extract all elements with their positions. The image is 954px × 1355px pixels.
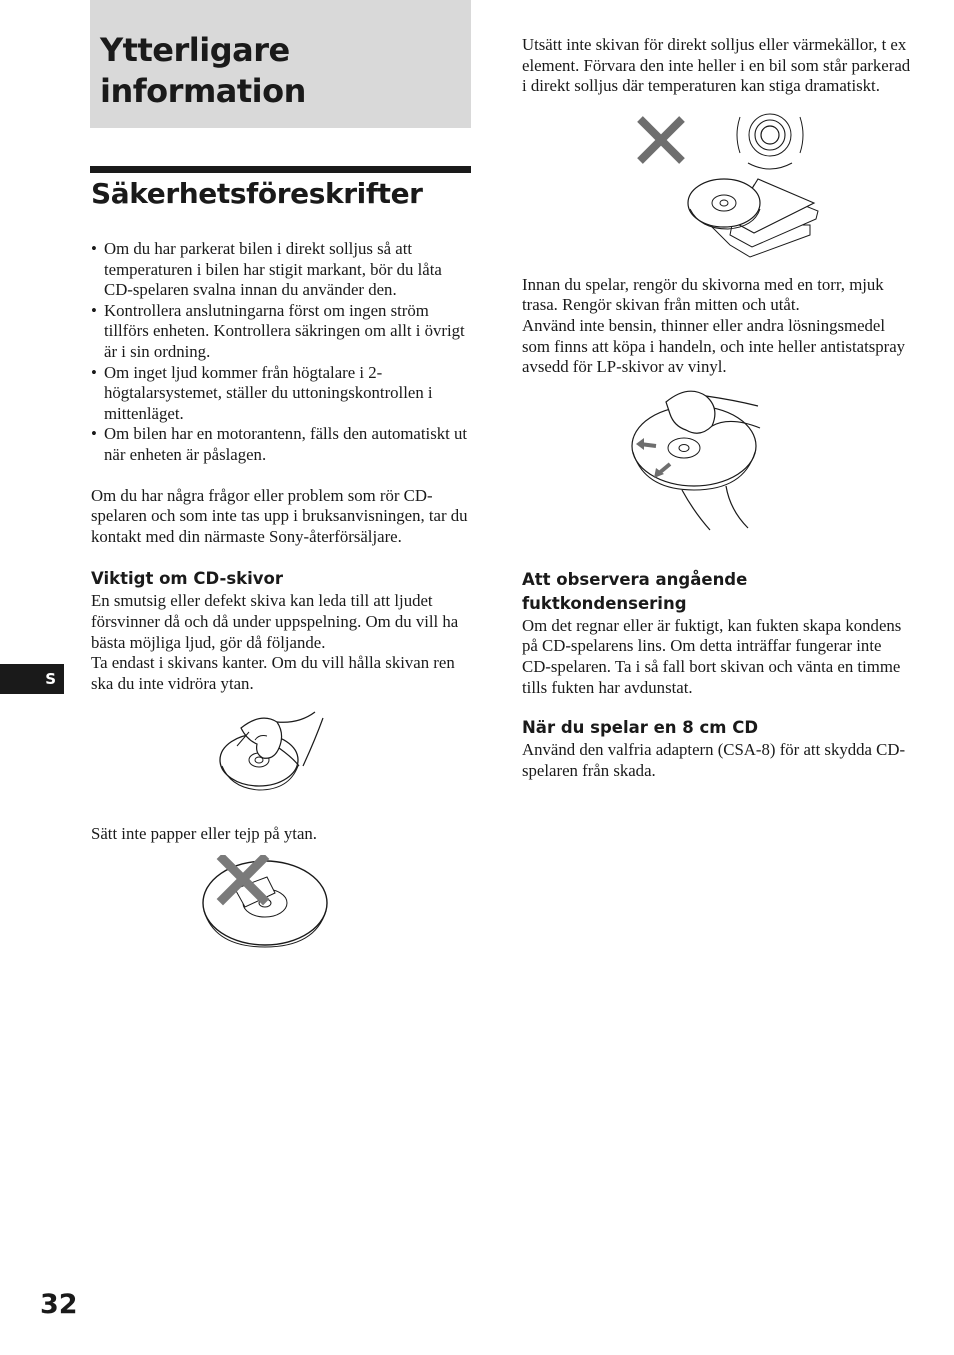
bullet-item: • Om inget ljud kommer från högtalare i 2-högtalarsystemet, ställer du uttoningskontrollen i mittenläget. [91,363,471,425]
safety-bullet-list [91,239,471,466]
tape-paragraph: Sätt inte papper eller tejp på ytan. [91,824,317,844]
chapter-title-line-1: Ytterligare [100,31,290,69]
no-tape-on-disc-illustration [201,855,331,950]
clean-paragraph-2: Använd inte bensin, thinner eller andra lösningsmedel som finns att köpa i handeln, och inte heller antistatspray avsedd för LP-skivor av vinyl. [522,315,906,377]
bullet-item: • Kontrollera anslutningarna först om ingen ström tillförs enheten. Kontrollera säkringen om allt i övrigt är i sin ordning. [91,301,471,363]
left-column [91,239,471,950]
chapter-title-line-2: information [100,72,306,110]
sun-paragraph: Utsätt inte skivan för direkt solljus eller värmekällor, t ex element. Förvara den inte heller i en bil som står parkerad i direkt solljus där temperaturen kan stiga dramatiskt. [522,35,911,96]
questions-paragraph: Om du har några frågor eller problem som rör CD-spelaren och som inte tas upp i bruksanvisningen, tar du kontakt med din närmaste Sony-återförsäljare. [91,485,468,546]
wipe-disc-illustration [630,386,765,536]
page-number: 32 [40,1289,78,1320]
cd-paragraph-2: Ta endast i skivans kanter. Om du vill hålla skivan ren ska du inte vidröra ytan. [91,653,455,693]
cd-heading: Viktigt om CD-skivor [91,569,284,589]
section-rule [90,166,471,173]
hold-disc-by-edge-illustration [219,710,334,800]
section-title: Säkerhetsföreskrifter [91,177,423,210]
no-sunlight-illustration [630,113,830,263]
right-column [522,35,912,781]
moisture-heading: Att observera angående fuktkondensering [522,569,748,613]
bullet-item: • Om bilen har en motorantenn, fälls den automatiskt ut när enheten är påslagen. [91,424,471,465]
cd-paragraph-1: En smutsig eller defekt skiva kan leda till att ljudet försvinner då och då under uppspelning. Om du vill ha bästa möjliga ljud, gör då följande. [91,591,459,652]
clean-paragraph-1: Innan du spelar, rengör du skivorna med en torr, mjuk trasa. Rengör skivan från mitten och utåt. [522,274,884,315]
cd8-heading: När du spelar en 8 cm CD [522,718,759,738]
bullet-item: • Om du har parkerat bilen i direkt solljus så att temperaturen i bilen har stigit markant, bör du låta CD-spelaren svalna innan du använder den. [91,239,471,301]
chapter-title [100,30,306,112]
moisture-paragraph: Om det regnar eller är fuktigt, kan fukten skapa kondens på CD-spelarens lins. Om detta inträffar fungerar inte CD-spelaren. Ta i så fall bort skivan och vänta en timme tills fukten har avdunstat. [522,615,902,697]
language-side-tab: S [0,664,64,694]
cd8-paragraph: Använd den valfria adaptern (CSA-8) för att skydda CD-spelaren från skada. [522,740,906,780]
